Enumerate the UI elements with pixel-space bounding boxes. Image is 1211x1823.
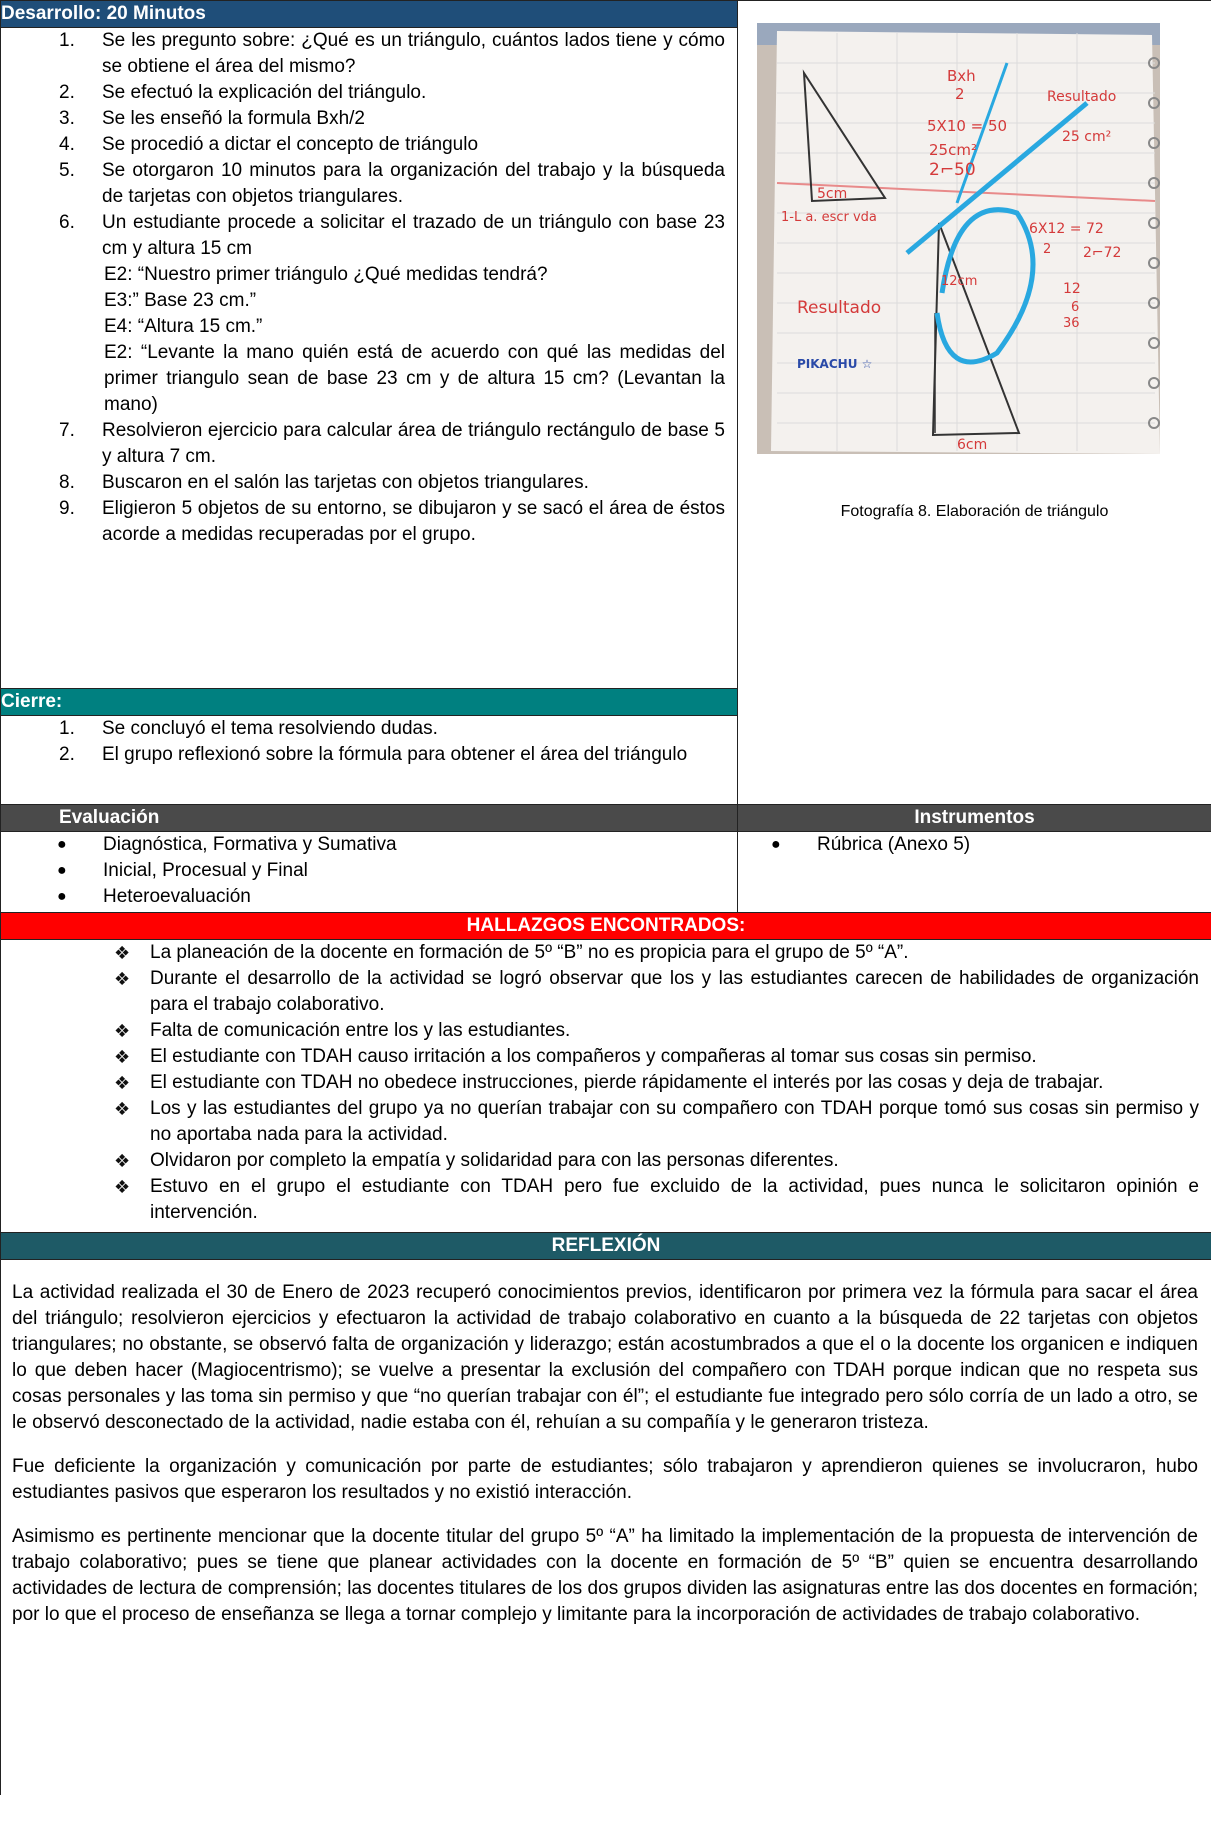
list-item: 6. Un estudiante procede a solicitar el trazado de un triángulo con base 23 cm y altura 15 cm: [59, 212, 725, 259]
photo-note-resultado2: Resultado: [797, 298, 882, 318]
evaluacion-body: [1, 832, 738, 913]
instrumentos-header: [738, 805, 1211, 832]
hallazgos-body: [1, 940, 1211, 1233]
reflexion-header: [1, 1233, 1211, 1260]
desarrollo-header: [1, 1, 738, 28]
list-item: 9. Eligieron 5 objetos de su entorno, se dibujaron y se sacó el área de éstos acorde a medidas recuperadas por el grupo.: [59, 498, 725, 545]
triangle-notebook-photo: [757, 23, 1160, 454]
list-item: 7. Resolvieron ejercicio para calcular área de triángulo rectángulo de base 5 y altura 7 cm.: [59, 420, 725, 467]
photo-note-h2label: 12cm: [941, 274, 978, 289]
list-item: ❖ Falta de comunicación entre los y las estudiantes.: [1, 1018, 1211, 1044]
list-item: 3. Se les enseñó la formula Bxh/2: [59, 108, 365, 129]
list-item: ❖ La planeación de la docente en formación de 5º “B” no es propicia para el grupo de 5º “A”.: [1, 940, 1211, 966]
photo-note-div2: 2⌐72: [1083, 245, 1122, 261]
list-item: ● Diagnóstica, Formativa y Sumativa: [57, 834, 397, 855]
photo-note-formula-den: 2: [955, 85, 965, 103]
dialog-line: E3:” Base 23 cm.”: [104, 290, 257, 311]
cierre-body: [1, 716, 738, 805]
dialog-line: E2: “Nuestro primer triángulo ¿Qué medidas tendrá?: [104, 264, 548, 285]
diamond-bullet-icon: ❖: [114, 943, 131, 963]
list-item: 8. Buscaron en el salón las tarjetas con objetos triangulares.: [59, 472, 589, 493]
photo-caption: Fotografía 8. Elaboración de triángulo: [840, 503, 1109, 520]
photo-note-r2: 36: [1063, 316, 1080, 331]
photo-note-base1: 5cm: [817, 186, 848, 202]
photo-note-stamp: PIKACHU ☆: [797, 357, 873, 371]
list-item: ❖ Los y las estudiantes del grupo ya no querían trabajar con su compañero con TDAH porque tomó sus cosas sin permiso y no aportaba nada para la actividad.: [114, 1098, 1199, 1145]
photo-cell: [738, 1, 1211, 805]
photo-note-calc1: 5X10 = 50: [927, 117, 1008, 135]
photo-note-area1: 25 cm²: [1062, 129, 1112, 145]
dialog-line: E4: “Altura 15 cm.”: [104, 316, 263, 337]
reflexion-header-text: REFLEXIÓN: [551, 1235, 661, 1256]
photo-note-line1: 1-L a. escr vda: [781, 210, 877, 225]
diamond-bullet-icon: ❖: [114, 1177, 131, 1197]
diamond-bullet-icon: ❖: [114, 969, 131, 989]
desarrollo-body: [1, 28, 738, 689]
reflexion-paragraph: La actividad realizada el 30 de Enero de 2023 recuperó conocimientos previos, identificaron por primera vez la fórmula para sacar el área del triángulo; resolvieron ejercicios y efectuaron la actividad de trabajo colaborativo en cuanto a la búsqueda de 22 tarjetas con objetos triangulares; no obstante, se observó falta de organización y liderazgo; están acostumbrados a que el o la docente los organicen e indiquen lo que deben hacer (Magiocentrismo); se vuelve a presentar la exclusión del compañero con TDAH porque indican que no respeta sus cosas personales y las toma sin permiso y que “no querían trabajar con él”; el estudiante fue integrado pero sólo corría de un lado a otro, se le observó desconectado de la actividad, nadie estaba con él, rehuían a su compañía y le generaron tristeza.: [12, 1282, 1198, 1433]
reflexion-paragraph: Asimismo es pertinente mencionar que la docente titular del grupo 5º “A” ha limitado la implementación de la propuesta de intervención de trabajo colaborativo; pues se tiene que planear actividades con la docente en formación de 5º “B” quien se encuentra desarrollando actividades de lectura de comprensión; las docentes titulares de los dos grupos dividen las asignaturas entre las dos docentes en formación; por lo que el proceso de enseñanza se llega a tornar complejo y limitante para la incorporación de actividades de trabajo colaborativo.: [12, 1526, 1198, 1625]
evaluacion-list: [1, 832, 737, 910]
hallazgos-header: [1, 913, 1211, 940]
reflexion-body: [1, 1260, 1211, 1796]
list-item: ● Heteroevaluación: [57, 886, 251, 907]
list-item: 2. El grupo reflexionó sobre la fórmula para obtener el área del triángulo: [59, 744, 688, 765]
list-item: ❖ El estudiante con TDAH no obedece instrucciones, pierde rápidamente el interés por las cosas y deja de trabajar.: [1, 1070, 1211, 1096]
list-item: 1. Se les pregunto sobre: ¿Qué es un triángulo, cuántos lados tiene y cómo se obtiene el área del mismo?: [59, 30, 725, 77]
photo-note-div1b: 2⌐50: [929, 160, 976, 180]
hallazgos-list: [1, 940, 1211, 1226]
instrumentos-list: [738, 832, 1211, 858]
photo-note-calc2: 6X12 = 72: [1029, 221, 1104, 237]
photo-note-m2: 6: [1071, 300, 1080, 315]
cierre-header-text: Cierre:: [1, 691, 63, 712]
desarrollo-header-text: Desarrollo: 20 Minutos: [1, 3, 206, 24]
photo-note-base2: 6cm: [957, 437, 988, 453]
list-item: ● Rúbrica (Anexo 5): [771, 834, 971, 855]
evaluacion-header-text: Evaluación: [59, 807, 160, 828]
diamond-bullet-icon: ❖: [114, 1151, 131, 1171]
diamond-bullet-icon: ❖: [114, 1099, 131, 1119]
list-item: ❖ Estuvo en el grupo el estudiante con TDAH pero fue excluido de la actividad, pues nunca le solicitaron opinión e intervención.: [114, 1176, 1199, 1223]
instrumentos-header-text: Instrumentos: [914, 807, 1035, 828]
photo-note-h2: 12: [1063, 281, 1081, 297]
list-item: ● Inicial, Procesual y Final: [57, 860, 308, 881]
diamond-bullet-icon: ❖: [114, 1021, 131, 1041]
photo-note-calc2-den: 2: [1043, 242, 1052, 257]
list-item: 1. Se concluyó el tema resolviendo dudas.: [59, 718, 438, 739]
reflexion-paragraph: Fue deficiente la organización y comunicación por parte de estudiantes; sólo trabajaron y aprendieron quienes se involucraron, hubo estudiantes pasivos que esperaron los resultados y no existió interacción.: [12, 1456, 1198, 1503]
instrumentos-body: [738, 832, 1211, 913]
list-item: ❖ El estudiante con TDAH causo irritación a los compañeros y compañeras al tomar sus cosas sin permiso.: [1, 1044, 1211, 1070]
list-item: ❖ Olvidaron por completo la empatía y solidaridad para con las personas diferentes.: [1, 1148, 1211, 1174]
photo-note-resultado1: Resultado: [1047, 89, 1117, 105]
cierre-header: [1, 689, 738, 716]
diamond-bullet-icon: ❖: [114, 1047, 131, 1067]
evaluacion-header: [1, 805, 738, 832]
photo-note-formula: Bxh: [947, 67, 976, 85]
cierre-steps: [1, 716, 737, 768]
dialog-line: E2: “Levante la mano quién está de acuerdo con qué las medidas del primer triangulo sean de base 23 cm y de altura 15 cm? (Levantan la mano): [104, 342, 725, 415]
list-item: 4. Se procedió a dictar el concepto de triángulo: [59, 134, 479, 155]
photo-note-div1: 25cm²: [929, 141, 977, 159]
desarrollo-steps-2: [1, 418, 737, 548]
hallazgos-header-text: HALLAZGOS ENCONTRADOS:: [466, 915, 746, 936]
list-item: ❖ Durante el desarrollo de la actividad se logró observar que los y las estudiantes carecen de habilidades de organización para el trabajo colaborativo.: [114, 968, 1199, 1015]
diamond-bullet-icon: ❖: [114, 1073, 131, 1093]
list-item: 5. Se otorgaron 10 minutos para la organización del trabajo y la búsqueda de tarjetas con objetos triangulares.: [59, 160, 725, 207]
desarrollo-steps: [1, 28, 737, 262]
list-item: 2. Se efectuó la explicación del triángulo.: [59, 82, 427, 103]
reflexion-text: [1, 1260, 1211, 1628]
